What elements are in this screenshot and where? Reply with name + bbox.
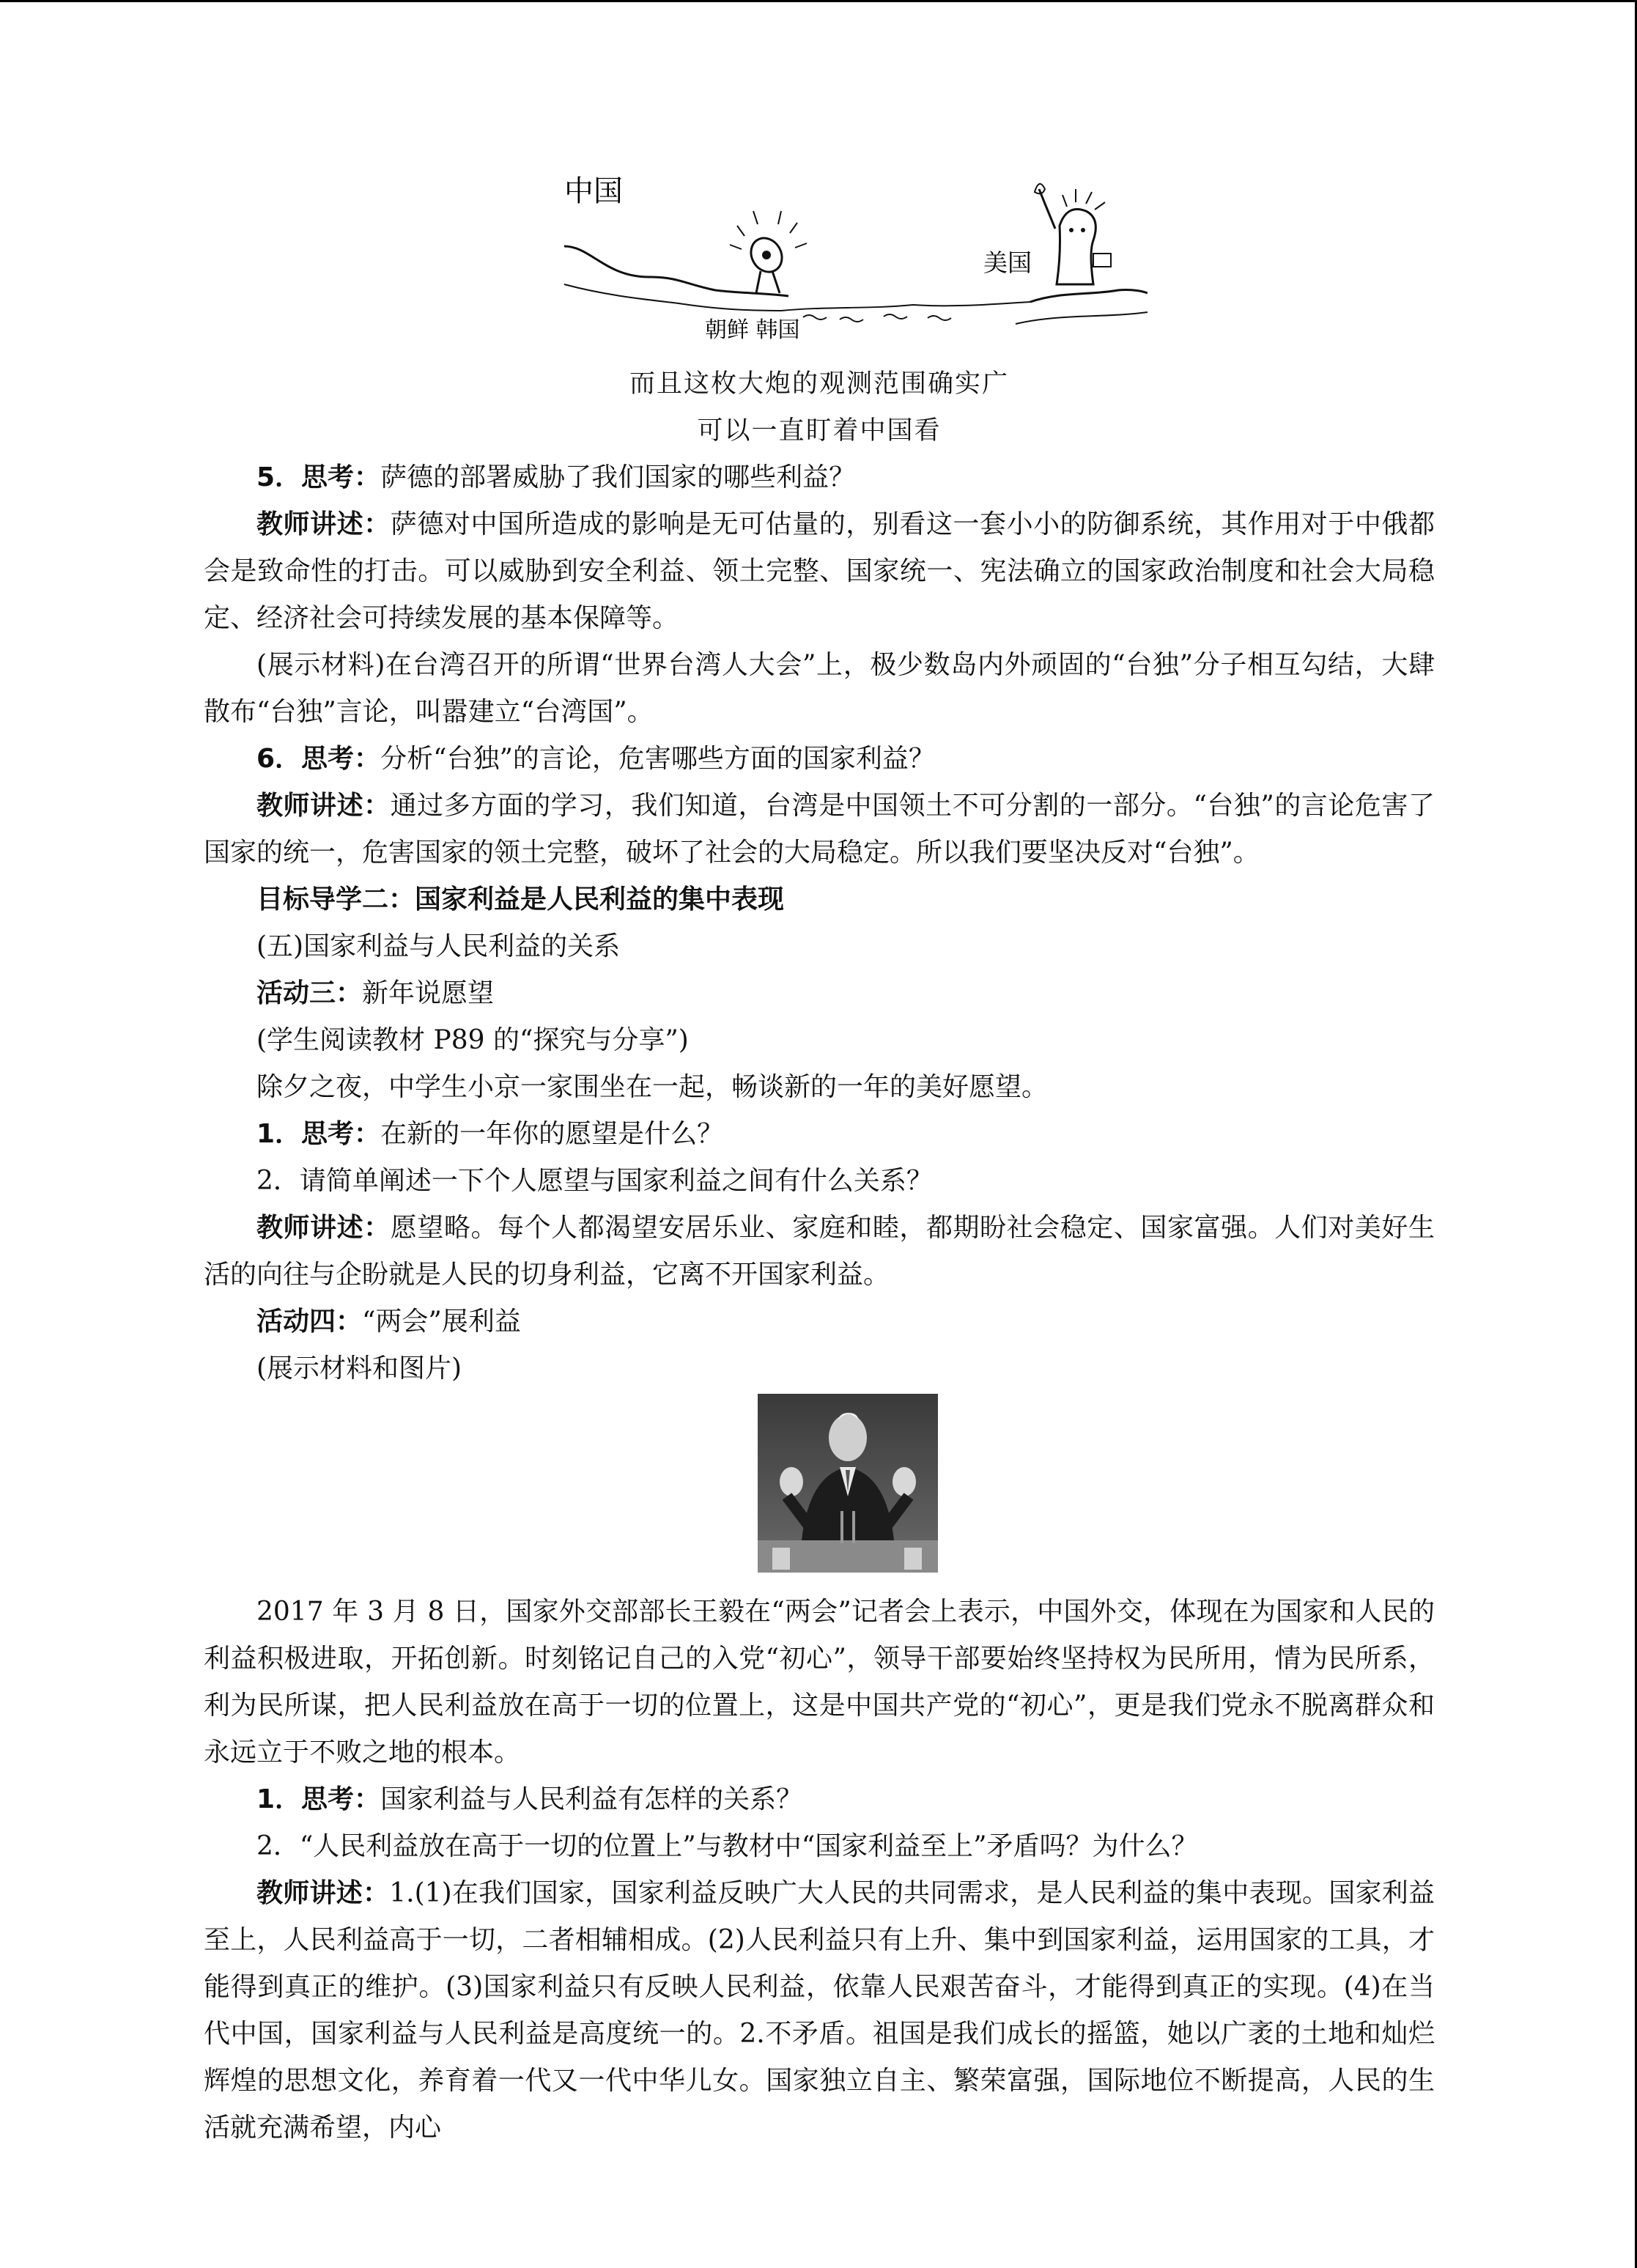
label-usa: 美国 bbox=[983, 248, 1032, 277]
paragraph-teacher-1 bbox=[204, 501, 1435, 642]
activity-label: 活动四： bbox=[256, 1307, 363, 1337]
paragraph-thinking-6 bbox=[204, 736, 1435, 783]
paragraph-reading-note: (学生阅读教材 P89 的“探究与分享”) bbox=[256, 1025, 689, 1055]
coastline-bottom bbox=[564, 284, 781, 311]
cartoon-caption-1: 而且这枚大炮的观测范围确实广 bbox=[629, 369, 1009, 399]
coastline-right bbox=[1030, 289, 1148, 302]
waves bbox=[803, 314, 951, 322]
paragraph-thinking-1b bbox=[204, 1776, 1435, 1823]
teacher-label: 教师讲述： bbox=[256, 1878, 390, 1908]
section-heading-goal-2: 目标导学二：国家利益是人民利益的集中表现 bbox=[256, 884, 785, 915]
thinking-label: 6．思考： bbox=[256, 744, 381, 774]
paragraph-activity-3 bbox=[204, 970, 1435, 1017]
paragraph-two-sessions: 2017 年 3 月 8 日，国家外交部部长王毅在“两会”记者会上表示，中国外交，体现在为国家和人民的利益积极进取，开拓创新。时刻铭记自己的入党“初心”，领导干部要始终坚持权为民所用，情为民所系，利为民所谋，把人民利益放在高于一切的位置上，这是中国共产党的“初心”，更是我们党永不脱离群众和永远立于不败之地的根本。 bbox=[204, 1597, 1435, 1768]
cartoon-figure bbox=[204, 167, 1435, 358]
thinking-text: 国家利益与人民利益有怎样的关系？ bbox=[380, 1784, 803, 1814]
paragraph-teacher-4 bbox=[204, 1870, 1435, 2151]
paragraph-teacher-2 bbox=[204, 783, 1435, 876]
activity-label: 活动三： bbox=[256, 978, 363, 1008]
paragraph-subsection-5: (五)国家利益与人民利益的关系 bbox=[256, 931, 621, 961]
activity-text: 新年说愿望 bbox=[362, 978, 495, 1008]
paragraph-thinking-1a bbox=[204, 1111, 1435, 1158]
thinking-label: 5．思考： bbox=[256, 462, 381, 492]
page-frame-top bbox=[0, 0, 1637, 2]
document-page bbox=[204, 167, 1435, 2151]
thinking-text: 在新的一年你的愿望是什么？ bbox=[380, 1119, 724, 1149]
paragraph-show-material: (展示材料和图片) bbox=[256, 1353, 462, 1384]
sea-lines bbox=[781, 302, 1030, 311]
teacher-text: 通过多方面的学习，我们知道，台湾是中国领土不可分割的一部分。“台独”的言论危害了国家的统一，危害国家的领土完整，破坏了社会的大局稳定。所以我们要坚决反对“台独”。 bbox=[204, 791, 1435, 868]
paragraph-activity-4 bbox=[204, 1299, 1435, 1345]
teacher-label: 教师讲述： bbox=[256, 509, 391, 539]
teacher-label: 教师讲述： bbox=[256, 791, 391, 821]
thinking-label: 1．思考： bbox=[256, 1119, 381, 1149]
coastline-left bbox=[564, 246, 788, 296]
thinking-text: 分析“台独”的言论，危害哪些方面的国家利益？ bbox=[380, 744, 935, 774]
activity-text: “两会”展利益 bbox=[362, 1307, 521, 1337]
teacher-text: 1.(1)在我们国家，国家利益反映广大人民的共同需求，是人民利益的集中表现。国家利益至上，人民利益高于一切，二者相辅相成。(2)人民利益只有上升、集中到国家利益，运用国家的工具，才能得到真正的维护。(3)国家利益只有反映人民利益，依靠人民艰苦奋斗，才能得到真正的实现。(4)在当代中国，国家利益与人民利益是高度统一的。2.不矛盾。祖国是我们成长的摇篮，她以广袤的土地和灿烂辉煌的思想文化，养育着一代又一代中华儿女。国家独立自主、繁荣富强，国际地位不断提高，人民的生活就充满希望，内心 bbox=[204, 1878, 1435, 2143]
thaad-cartoon bbox=[561, 167, 1148, 358]
shore-right bbox=[1016, 312, 1148, 324]
press-photo-figure bbox=[204, 1394, 1435, 1583]
label-korea: 朝鲜 韩国 bbox=[705, 317, 800, 343]
label-china: 中国 bbox=[564, 174, 623, 208]
thinking-label: 1．思考： bbox=[256, 1784, 381, 1814]
press-conference-photo bbox=[758, 1394, 938, 1573]
statue-of-liberty-icon bbox=[1035, 184, 1111, 284]
paragraph-new-year-eve: 除夕之夜，中学生小京一家围坐在一起，畅谈新的一年的美好愿望。 bbox=[256, 1072, 1049, 1102]
teacher-text: 萨德对中国所造成的影响是无可估量的，别看这一套小小的防御系统，其作用对于中俄都会是致命性的打击。可以威胁到安全利益、领土完整、国家统一、宪法确立的国家政治制度和社会大局稳定、经济社会可持续发展的基本保障等。 bbox=[204, 509, 1435, 633]
paragraph-question-2b: 2．“人民利益放在高于一切的位置上”与教材中“国家利益至上”矛盾吗？为什么？ bbox=[256, 1831, 1198, 1861]
paragraph-teacher-3 bbox=[204, 1205, 1435, 1299]
thinking-text: 萨德的部署威胁了我们国家的哪些利益？ bbox=[380, 462, 856, 492]
paragraph-thinking-5 bbox=[204, 454, 1435, 501]
paragraph-question-2a: 2．请简单阐述一下个人愿望与国家利益之间有什么关系？ bbox=[256, 1166, 933, 1196]
paragraph-material-taiwan: (展示材料)在台湾召开的所谓“世界台湾人大会”上，极少数岛内外顽固的“台独”分子相互勾结，大肆散布“台独”言论，叫嚣建立“台湾国”。 bbox=[204, 650, 1435, 727]
teacher-label: 教师讲述： bbox=[256, 1213, 391, 1243]
radar-icon bbox=[730, 211, 807, 293]
teacher-text: 愿望略。每个人都渴望安居乐业、家庭和睦，都期盼社会稳定、国家富强。人们对美好生活的向往与企盼就是人民的切身利益，它离不开国家利益。 bbox=[204, 1213, 1435, 1290]
cartoon-caption-2: 可以一直盯着中国看 bbox=[697, 416, 942, 446]
